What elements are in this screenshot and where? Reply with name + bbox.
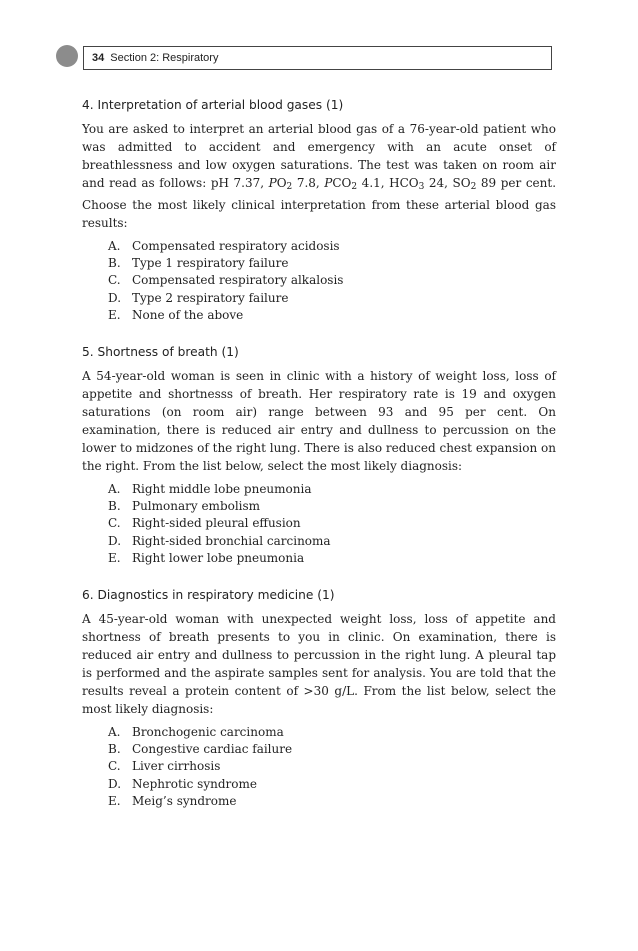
option-e: E. Right lower lobe pneumonia — [108, 550, 305, 565]
option-d: D. Nephrotic syndrome — [108, 776, 257, 791]
answer-options — [108, 238, 556, 324]
option-c: C. Liver cirrhosis — [108, 759, 221, 774]
question-title: 5. Shortness of breath (1) — [82, 345, 239, 360]
question-text: A 45-year-old woman with unexpected weight loss, loss of appetite and shortness of breath presents to you in clinic. On examination, there is reduced air entry and dullness to percussion in the right lung. A pleural tap is performed and the aspirate samples sent for analysis. You are told that the results reveal a protein content of >30 g/L. From the list below, select the most likely diagnosis: — [82, 612, 556, 717]
option-b: B. Type 1 respiratory failure — [108, 256, 289, 271]
option-b: B. Pulmonary embolism — [108, 499, 261, 514]
question-title: 4. Interpretation of arterial blood gases (1) — [82, 98, 344, 112]
option-b: B. Congestive cardiac failure — [108, 742, 293, 757]
question-6 — [82, 588, 556, 810]
running-header — [83, 46, 552, 70]
question-text: You are asked to interpret an arterial blood gas of a 76-year-old patient who was admitted to accident and emergency with an acute onset of breathlessness and low oxygen saturations. The test was taken on room air and read as follows: pH 7.37, $PO_2$ 7.8, $PCO_2$ 4.1, $HCO_3$ 24, $SO_2$ 89 per cent. Choose the most likely clinical interpretation from these arterial blood gas results: — [82, 122, 557, 230]
option-a: A. Right middle lobe pneumonia — [108, 482, 312, 497]
page-marker-circle — [56, 45, 78, 67]
option-e: E. None of the above — [108, 307, 244, 322]
option-c: C. Right-sided pleural effusion — [108, 516, 301, 531]
question-title: 6. Diagnostics in respiratory medicine (1) — [82, 588, 335, 603]
option-e: E. Meig’s syndrome — [108, 793, 237, 808]
option-a: A. Bronchogenic carcinoma — [108, 725, 284, 740]
option-c: C. Compensated respiratory alkalosis — [108, 273, 344, 288]
question-5 — [82, 345, 556, 567]
option-d: D. Type 2 respiratory failure — [108, 290, 289, 305]
option-d: D. Right-sided bronchial carcinoma — [108, 533, 331, 548]
page-content — [82, 98, 556, 831]
option-a: A. Compensated respiratory acidosis — [108, 239, 340, 253]
page-number: 34 — [92, 52, 105, 64]
answer-options — [108, 724, 556, 810]
question-4 — [82, 98, 556, 324]
section-title: Section 2: Respiratory — [110, 52, 219, 64]
answer-options — [108, 481, 556, 567]
question-text: A 54-year-old woman is seen in clinic with a history of weight loss, loss of appetite and shortnesss of breath. Her respiratory rate is 19 and oxygen saturations (on room air) range between 93 and 95 per cent. On examination, there is reduced air entry and dullness to percussion on the lower to midzones of the right lung. There is also reduced chest expansion on the right. From the list below, select the most likely diagnosis: — [82, 369, 556, 474]
